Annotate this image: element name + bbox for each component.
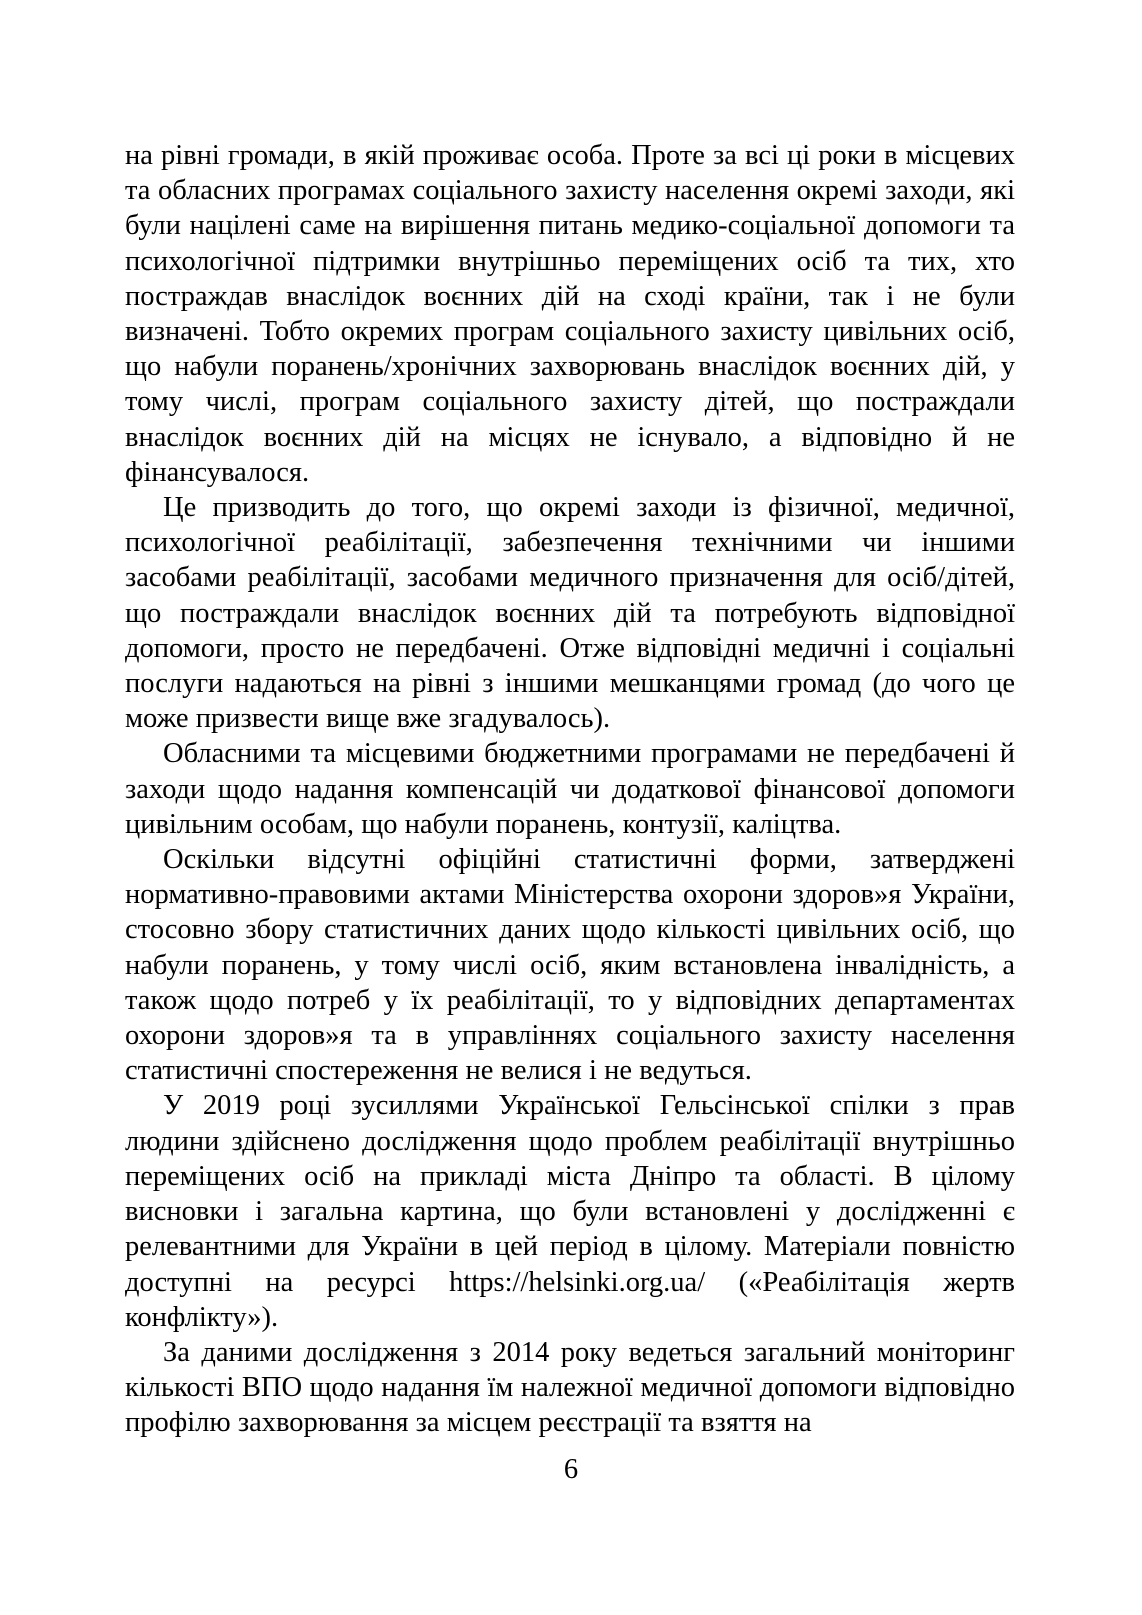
paragraph-4: Оскільки відсутні офіційні статистичні форми, затверджені нормативно-правовими актами Міністерства охорони здоров»я України, стосовно збору статистичних даних щодо кількості цивільних осіб, що набули поранень, у тому числі осіб, яким встановлена інвалідність, а також щодо потреб у їх реабілітації, то у відповідних департаментах охорони здоров»я та в управліннях соціального захисту населення статистичні спостереження не велися і не ведуться. — [125, 844, 1015, 1087]
paragraph-6: За даними дослідження з 2014 року ведеться загальний моніторинг кількості ВПО щодо надання їм належної медичної допомоги відповідно профілю захворювання за місцем реєстрації та взяття на — [125, 1336, 1015, 1439]
paragraph-1: на рівні громади, в якій проживає особа. Проте за всі ці роки в місцевих та обласних програмах соціального захисту населення окремі заходи, які були націлені саме на вирішення питань медико-соціальної допомоги та психологічної підтримки внутрішньо переміщених осіб та тих, хто постраждав внаслідок воєнних дій на сході країни, так і не були визначені. Тобто окремих програм соціального захисту цивільних осіб, що набули поранень/хронічних захворювань внаслідок воєнних дій, у тому числі, програм соціального захисту дітей, що постраждали внаслідок воєнних дій на місцях не існувало, а відповідно й не фінансувалося. — [125, 140, 1015, 488]
paragraph-2: Це призводить до того, що окремі заходи із фізичної, медичної, психологічної реабілітації, забезпечення технічними чи іншими засобами реабілітації, засобами медичного призначення для осіб/дітей, що постраждали внаслідок воєнних дій та потребують відповідної допомоги, просто не передбачені. Отже відповідні медичні і соціальні послуги надаються на рівні з іншими мешканцями громад (до чого це може призвести вище вже згадувалось). — [125, 492, 1015, 735]
page-number: 6 — [563, 1454, 579, 1485]
paragraph-3: Обласними та місцевими бюджетними програмами не передбачені й заходи щодо надання компенсацій чи додаткової фінансової допомоги цивільним особам, що набули поранень, контузії, каліцтва. — [125, 738, 1015, 840]
paragraph-5: У 2019 році зусиллями Української Гельсінської спілки з прав людини здійснено дослідження щодо проблем реабілітації внутрішньо переміщених осіб на прикладі міста Дніпро та області. В цілому висновки і загальна картина, що були встановлені у дослідженні є релевантними для України в цей період в цілому. Матеріали повністю доступні на ресурсі https://helsinki.org.ua/ («Реабілітація жертв конфлікту»). — [125, 1090, 1015, 1333]
body-text-block — [125, 138, 1015, 1441]
